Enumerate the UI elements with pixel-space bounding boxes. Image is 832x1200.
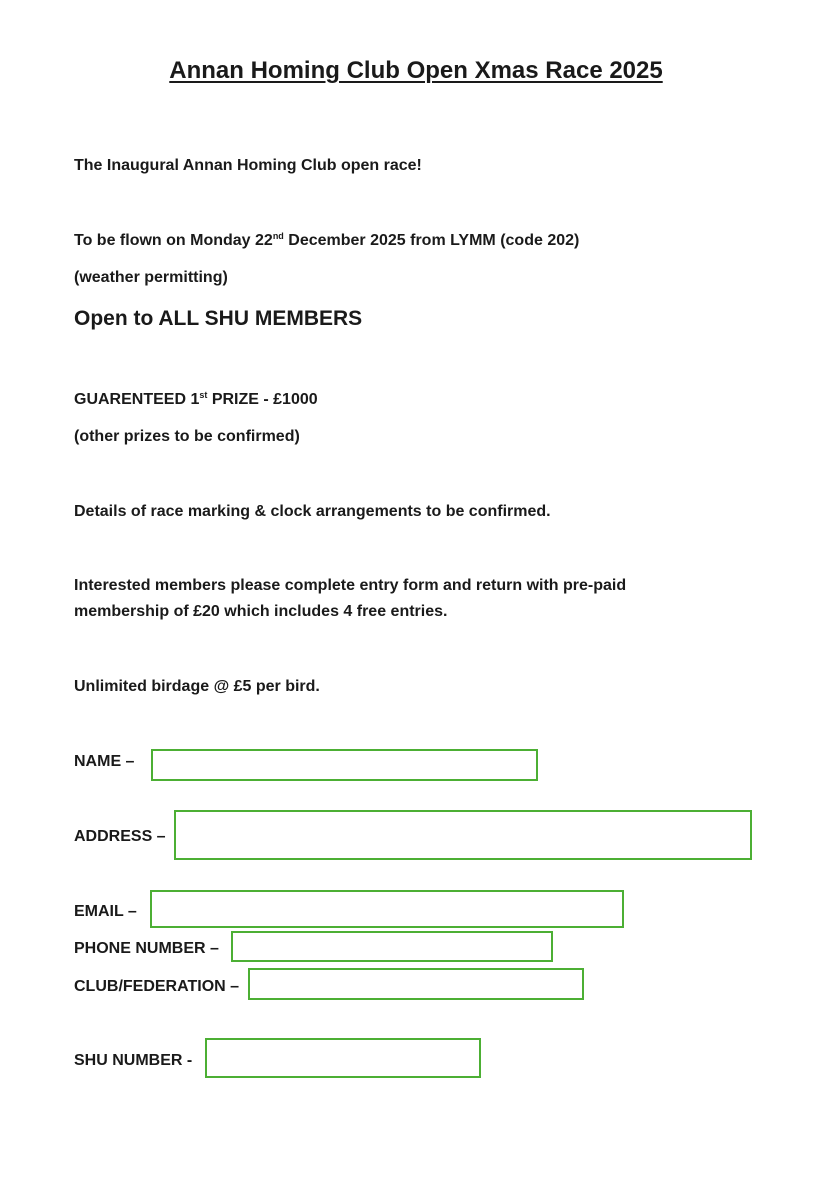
birdage-text: Unlimited birdage @ £5 per bird. bbox=[74, 678, 320, 695]
name-label: NAME – bbox=[74, 753, 135, 770]
club-label: CLUB/FEDERATION – bbox=[74, 978, 240, 995]
name-input[interactable] bbox=[151, 749, 538, 781]
shu-input[interactable] bbox=[205, 1038, 481, 1078]
flight-rest: December 2025 from LYMM (code 202) bbox=[283, 232, 580, 249]
prize-text bbox=[74, 387, 318, 413]
club-input[interactable] bbox=[248, 968, 584, 1000]
prize-prefix: GUARENTEED 1 bbox=[74, 391, 200, 408]
phone-input[interactable] bbox=[231, 931, 553, 962]
details-text: Details of race marking & clock arrangements to be confirmed. bbox=[74, 503, 551, 520]
flight-prefix: To be flown on Monday 22 bbox=[74, 232, 273, 249]
prize-rest: PRIZE - £1000 bbox=[207, 391, 318, 408]
email-input[interactable] bbox=[150, 890, 624, 928]
address-label: ADDRESS – bbox=[74, 828, 166, 845]
open-to-heading: Open to ALL SHU MEMBERS bbox=[74, 307, 363, 330]
interested-text: Interested members please complete entry form and return with pre-paid membership of £20 which includes 4 free entries. bbox=[74, 577, 627, 620]
flight-date-suffix: nd bbox=[272, 231, 284, 241]
weather-note: (weather permitting) bbox=[74, 269, 228, 286]
address-input[interactable] bbox=[174, 810, 752, 860]
flight-details bbox=[74, 228, 579, 254]
intro-text: The Inaugural Annan Homing Club open race! bbox=[74, 157, 422, 174]
phone-label: PHONE NUMBER – bbox=[74, 940, 219, 957]
shu-label: SHU NUMBER - bbox=[74, 1052, 193, 1069]
page-title: Annan Homing Club Open Xmas Race 2025 bbox=[169, 57, 663, 84]
prize-suffix: st bbox=[199, 390, 208, 400]
other-prizes-note: (other prizes to be confirmed) bbox=[74, 428, 300, 445]
email-label: EMAIL – bbox=[74, 903, 137, 920]
